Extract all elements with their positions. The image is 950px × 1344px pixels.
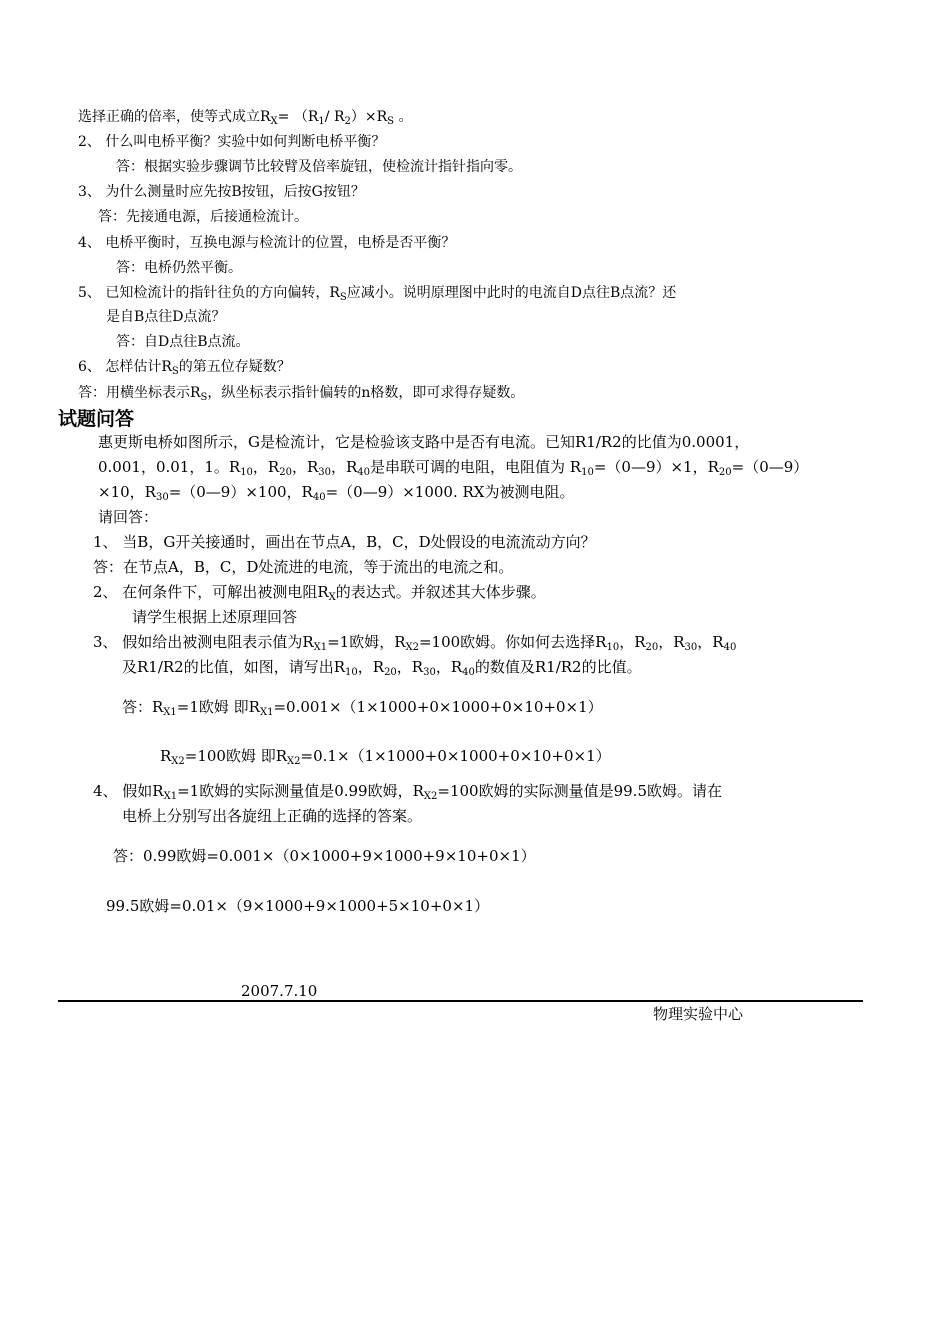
answer-4: 答：电桥仍然平衡。: [116, 260, 242, 276]
question-5: 5、 已知检流计的指针往负的方向偏转，$R_S$应减小。说明原理图中此时的电流自D点往B点流？还: [78, 285, 677, 303]
question-6: 6、 怎样估计$R_S$的第五位存疑数？: [78, 359, 291, 377]
question-4: 4、 电桥平衡时，互换电源与检流计的位置，电桥是否平衡？: [78, 235, 456, 251]
question-2: 2、 什么叫电桥平衡？实验中如何判断电桥平衡？: [78, 134, 386, 150]
exam-question-2: 2、 在何条件下，可解出被测电阻$R_X$的表达式。并叙述其大体步骤。: [93, 583, 546, 603]
intro-line-1: 惠更斯电桥如图所示，G是检流计，它是检验该支路中是否有电流。已知R1/R2的比值为0.0001，: [98, 433, 750, 451]
exam-answer-4-line-2: 99.5欧姆=0.01×（9×1000+9×1000+5×10+0×1）: [106, 897, 490, 915]
intro-line-2: 0.001，0.01，1。$R_{10}$，$R_{20}$，$R_{30}$，$R_{40}$是串联可调的电阻，电阻值为 $R_{10}=(0—9)\times 1$，$R_{20}=(0—9)$: [98, 458, 809, 478]
exam-answer-2: 请学生根据上述原理回答: [132, 608, 298, 626]
exam-answer-1: 答：在节点A，B，C，D处流进的电流，等于流出的电流之和。: [93, 558, 514, 576]
exam-answer-4-line-1: 答：0.99欧姆=0.001×（0×1000+9×1000+9×10+0×1）: [113, 847, 536, 865]
question-5-cont: 是自B点往D点流？: [106, 309, 226, 325]
footer-divider: [58, 1000, 863, 1002]
exam-answer-3-line-2: $R_{X2}=100$欧姆 即$R_{X2}=0.1\times(1\times 1000+0\times 1000+0\times 10+0\times 1)$: [160, 747, 611, 767]
please-answer: 请回答：: [98, 508, 159, 526]
line-formula: 选择正确的倍率，使等式成立$R_X= (R_1/$ $R_2)\times R_S$ 。: [78, 109, 413, 127]
footer-org: 物理实验中心: [653, 1005, 744, 1023]
exam-question-3-cont: 及R1/R2的比值，如图，请写出$R_{10}$，$R_{20}$，$R_{30}$，$R_{40}$的数值及R1/R2的比值。: [122, 658, 642, 678]
answer-3: 答：先接通电源，后接通检流计。: [98, 209, 308, 225]
exam-answer-3-line-1: 答：$R_{X1}=1$欧姆 即$R_{X1}=0.001\times(1\times 1000+0\times 1000+0\times 10+0\times 1)$: [122, 698, 603, 718]
section-heading: 试题问答: [58, 408, 135, 430]
footer-date: 2007.7.10: [241, 982, 318, 1000]
answer-5: 答：自D点往B点流。: [116, 334, 250, 350]
exam-question-4: 4、 假如$R_{X1}=1$欧姆的实际测量值是0.99欧姆，$R_{X2}=100$欧姆的实际测量值是99.5欧姆。请在: [93, 782, 722, 802]
exam-question-1: 1、 当B，G开关接通时，画出在节点A，B，C，D处假设的电流流动方向？: [93, 533, 596, 551]
answer-6: 答：用横坐标表示$R_S$，纵坐标表示指针偏转的n格数，即可求得存疑数。: [78, 385, 525, 403]
exam-question-3: 3、 假如给出被测电阻表示值为$R_{X1}=1$欧姆，$R_{X2}=100$欧姆。你如何去选择$R_{10}$，$R_{20}$，$R_{30}$，$R_{40}$: [93, 633, 737, 653]
answer-2: 答：根据实验步骤调节比较臂及倍率旋钮，使检流计指针指向零。: [116, 159, 522, 175]
intro-line-3: ×10，$R_{30}=(0—9)\times 100$，$R_{40}=(0—9)\times 1000$. RX为被测电阻。: [98, 483, 575, 503]
question-3: 3、 为什么测量时应先按B按钮，后按G按钮？: [78, 184, 365, 200]
exam-question-4-cont: 电桥上分别写出各旋纽上正确的选择的答案。: [122, 807, 423, 825]
